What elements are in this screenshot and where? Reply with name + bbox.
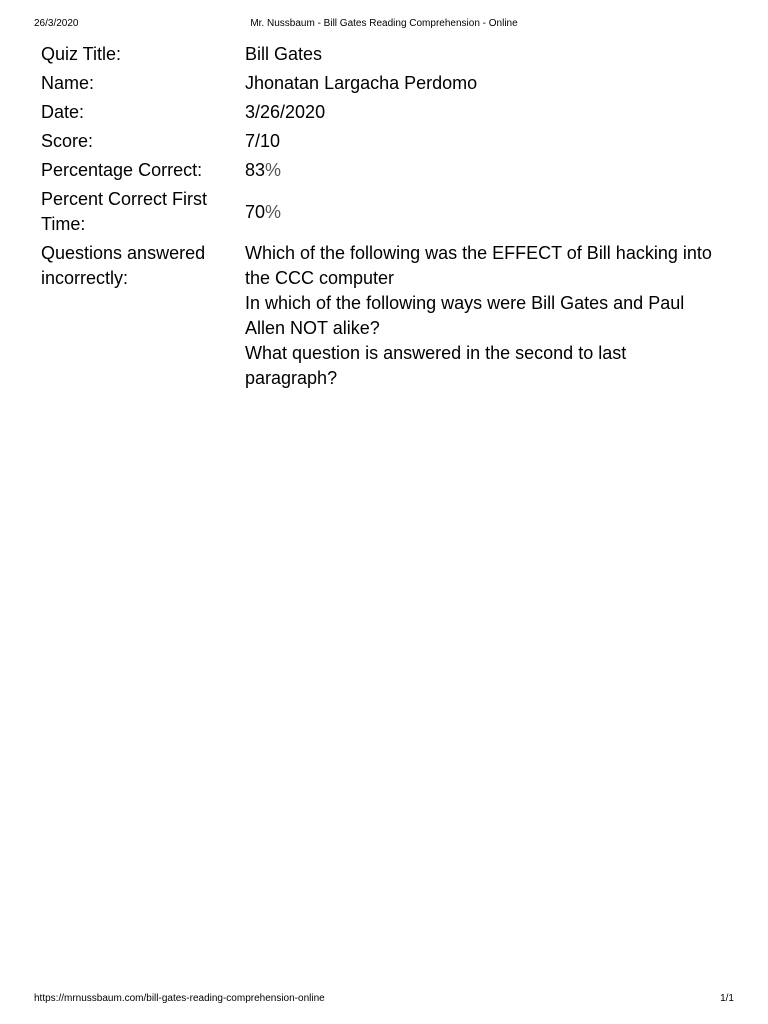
table-row (34, 156, 724, 185)
print-footer (0, 992, 768, 1006)
score-label: Score: (41, 131, 94, 151)
quiz-title-value: Bill Gates (245, 44, 323, 64)
incorrect-question: In which of the following ways were Bill Gates and Paul Allen NOT alike? (245, 293, 685, 338)
percentage-correct-value: 83 (245, 160, 266, 180)
incorrect-questions-label: Questions answered incorrectly: (41, 243, 206, 288)
print-title: Mr. Nussbaum - Bill Gates Reading Comprehension - Online (250, 18, 518, 29)
table-row (34, 185, 724, 239)
print-date: 26/3/2020 (34, 18, 79, 29)
table-row (34, 127, 724, 156)
quiz-results-table (34, 40, 724, 393)
print-header (0, 17, 768, 31)
table-row (34, 40, 724, 69)
percent-sign: % (265, 160, 282, 180)
first-time-label: Percent Correct First Time: (41, 189, 208, 234)
quiz-title-label: Quiz Title: (41, 44, 122, 64)
first-time-cell (238, 185, 724, 239)
date-value: 3/26/2020 (245, 102, 326, 122)
table-row (34, 98, 724, 127)
name-label: Name: (41, 73, 95, 93)
page-number: 1/1 (720, 993, 734, 1004)
incorrect-question: What question is answered in the second to last paragraph? (245, 343, 627, 388)
percentage-correct-label: Percentage Correct: (41, 160, 203, 180)
incorrect-questions-list (238, 239, 724, 393)
incorrect-question: Which of the following was the EFFECT of Bill hacking into the CCC computer (245, 243, 712, 288)
score-value: 7/10 (245, 131, 281, 151)
table-row (34, 239, 724, 393)
print-url: https://mrnussbaum.com/bill-gates-reading-comprehension-online (34, 993, 325, 1004)
percentage-correct-cell (238, 156, 724, 185)
date-label: Date: (41, 102, 85, 122)
first-time-value: 70 (245, 201, 266, 222)
percent-sign: % (265, 201, 282, 222)
name-value: Jhonatan Largacha Perdomo (245, 73, 478, 93)
table-row (34, 69, 724, 98)
